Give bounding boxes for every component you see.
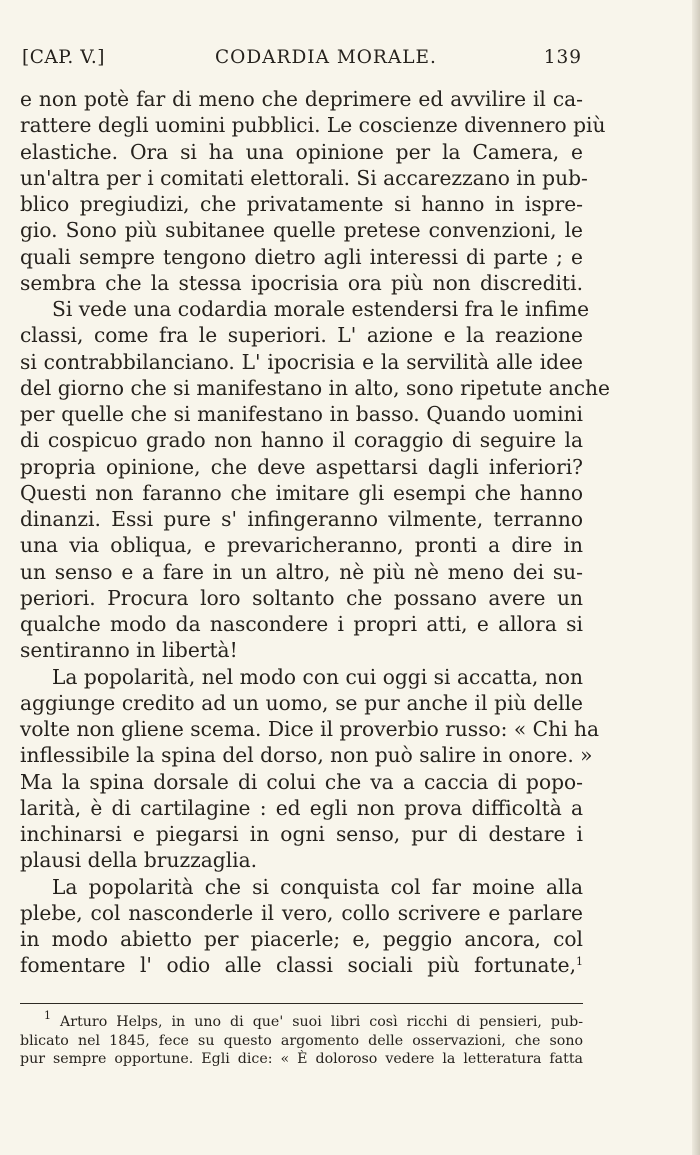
text-line-content: del giorno che si manifestano in alto, sono ripetute anche (20, 375, 610, 400)
text-line (20, 480, 583, 506)
text-line (20, 690, 583, 716)
text-line-content: blico pregiudizi, che privatamente si hanno in ispre- (20, 192, 583, 216)
text-line-content: per quelle che si manifestano in basso. Quando uomini (20, 402, 583, 426)
text-line (20, 86, 583, 112)
text-line (20, 664, 583, 690)
chapter-label: [CAP. V.] (22, 47, 105, 68)
text-line-content: elastiche. Ora si ha una opinione per la Camera, e (20, 139, 583, 164)
text-line-content: plebe, col nasconderle il vero, collo scrivere e parlare (20, 900, 583, 925)
text-line-content: un senso e a fare in un altro, nè più nè meno dei su- (20, 559, 583, 584)
text-line (20, 821, 583, 847)
text-line (20, 296, 590, 322)
text-line-content: Questi non faranno che imitare gli esempi che hanno (20, 480, 583, 505)
page-edge (692, 0, 700, 1155)
text-line-content: in modo abietto per piacerle; e, peggio ancora, col (20, 927, 583, 951)
text-line (20, 742, 593, 768)
footnote-reference: 1 (576, 955, 583, 969)
text-line (20, 139, 583, 165)
text-line (20, 506, 583, 532)
text-line-content: propria opinione, che deve aspettarsi dagli inferiori? (20, 454, 583, 479)
text-line (20, 769, 583, 795)
text-line-content: inflessibile la spina del dorso, non può salire in onore. » (20, 743, 593, 768)
text-line (20, 270, 583, 296)
text-line-content: aggiunge credito ad un uomo, se pur anche il più delle (20, 690, 583, 715)
text-line-content: inchinarsi e piegarsi in ogni senso, pur di destare i (20, 822, 583, 846)
text-line-content: gio. Sono più subitanee quelle pretese convenzioni, le (20, 218, 583, 243)
text-line (20, 375, 610, 401)
text-line (20, 349, 583, 375)
text-line (20, 454, 583, 480)
text-line-content: fomentare l' odio alle classi sociali più fortunate, (20, 953, 576, 978)
footnote-line-content: Arturo Helps, in uno di que' suoi libri così ricchi di pensieri, pub- (60, 1014, 584, 1030)
text-line (20, 847, 583, 873)
text-line (20, 900, 583, 926)
footnote-block (20, 1009, 584, 1069)
text-line (20, 952, 583, 978)
footnote-line (20, 1009, 584, 1032)
text-line-content: e non potè far di meno che deprimere ed avvilire il ca- (20, 87, 583, 111)
body-text (20, 86, 610, 979)
text-line-content: larità, è di cartilagine : ed egli non prova difficoltà a (20, 795, 583, 820)
text-line-content: Si vede una codardia morale estendersi fra le infime (52, 297, 590, 321)
text-line (20, 217, 583, 243)
footnote-line-content: blicato nel 1845, fece su questo argomento delle osservazioni, che sono (20, 1032, 583, 1049)
text-line (20, 322, 583, 348)
page-number: 139 (543, 47, 582, 68)
text-line (20, 112, 606, 138)
text-line (20, 559, 583, 585)
text-line-content: classi, come fra le superiori. L' azione e la reazione (20, 323, 583, 348)
running-header (22, 47, 582, 75)
text-line-content: plausi della bruzzaglia. (20, 848, 258, 873)
text-line-content: quali sempre tengono dietro agli interessi di parte ; e (20, 244, 583, 269)
footnote-rule (20, 1003, 583, 1004)
text-line-content: volte non gliene scema. Dice il proverbio russo: « Chi ha (20, 717, 600, 741)
footnote-line (20, 1050, 583, 1069)
footnote-line-content: pur sempre opportune. Egli dice: « È doloroso vedere la letteratura fatta (20, 1051, 583, 1067)
text-line-content: La popolarità, nel modo con cui oggi si accatta, non (52, 664, 583, 689)
text-line (20, 244, 583, 270)
text-line-content: Ma la spina dorsale di colui che va a caccia di popo- (20, 769, 583, 794)
footnote-marker: 1 (44, 1009, 51, 1022)
text-line (20, 611, 583, 637)
text-line (20, 637, 583, 663)
text-line (20, 585, 583, 611)
text-line-content: qualche modo da nascondere i propri atti, e allora si (20, 612, 583, 636)
text-line-content: sentiranno in libertà! (20, 638, 238, 663)
text-line-content: un'altra per i comitati elettorali. Si accarezzano in pub- (20, 165, 588, 190)
text-line (20, 401, 583, 427)
text-line (20, 532, 583, 558)
text-line (20, 795, 583, 821)
text-line-content: rattere degli uomini pubblici. Le coscienze divennero più (20, 113, 606, 138)
text-line (20, 165, 588, 191)
running-title: CODARDIA MORALE. (215, 47, 437, 68)
text-line (20, 874, 583, 900)
text-line-content: una via obliqua, e prevaricheranno, pronti a dire in (20, 533, 583, 558)
text-line-content: di cospicuo grado non hanno il coraggio di seguire la (20, 428, 583, 453)
text-line-content: dinanzi. Essi pure s' infingeranno vilmente, terranno (20, 507, 583, 531)
text-line-content: si contrabbilanciano. L' ipocrisia e la servilità alle idee (20, 349, 583, 374)
text-line (20, 926, 583, 952)
text-line-content: La popolarità che si conquista col far moine alla (52, 874, 583, 899)
text-line (20, 427, 583, 453)
text-line (20, 191, 583, 217)
text-line-content: periori. Procura loro soltanto che possano avere un (20, 585, 583, 610)
footnote-line (20, 1032, 583, 1051)
text-line (20, 716, 600, 742)
text-line-content: sembra che la stessa ipocrisia ora più non discrediti. (20, 270, 583, 295)
